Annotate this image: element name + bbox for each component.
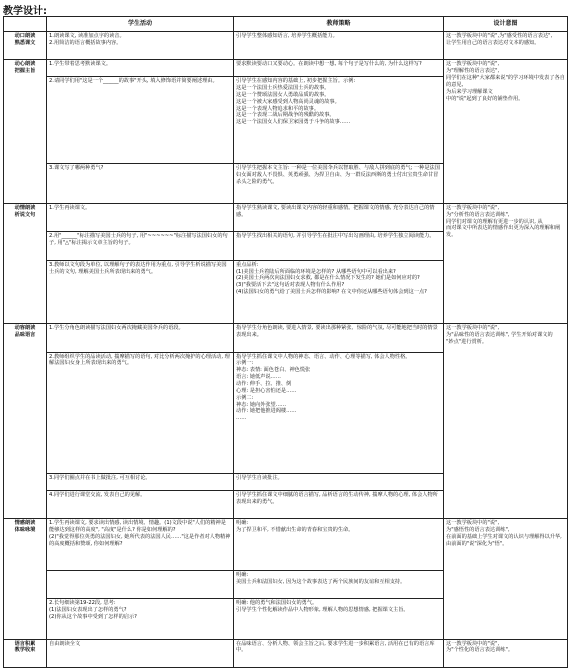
stage-name: 情感朗读 体味咏境 — [4, 519, 47, 639]
student-activity-cell: 4.同学们进行课堂交流, 发表自己的见解。 — [47, 490, 234, 518]
table-row — [4, 32, 568, 60]
teaching-plan-table — [3, 16, 568, 668]
student-activity-cell: 3.同学们圈点并在书上做批注, 可互相讨论。 — [47, 474, 234, 491]
stage-name: 语言积累 教学收束 — [4, 639, 47, 668]
student-activity-cell: 2.请同学们用"这是一个______的故事"开头, 填入修饰语并简要阐述理由。 — [47, 77, 234, 164]
header-intent: 设计意图 — [444, 17, 568, 32]
teacher-activity-cell: 指导学生熟读课文, 要读出课文内容的轻重和感情。把握课文的情感, 充分表达自己的情感。 — [234, 203, 444, 231]
teacher-activity-cell: 明确: 他的勇气和法国妇女的勇气。 引导学生个性化解读作品中人物形象, 理解人物的思想情感, 把握课文主旨。 — [234, 599, 444, 639]
page-title: 教学设计: — [3, 6, 47, 17]
teacher-activity-cell: 引导学生抓住课文中细腻的语言描写, 品析语言的生动传神, 揣摩人物的心理, 体会人物所表现出来的勇气。 — [234, 490, 444, 518]
student-activity-cell: 1.学生带着思考默读课文。 — [47, 60, 234, 77]
student-activity-cell: 1.学生再读课文, 要求读出情感, 读出情境、情趣。(1)文段中说"人们的精神是能够达到这样的高度", "高度"是什么? 你是如何理解的? (2)"我觉得那位英勇的法国妇女, 她所代表的法国人民……"这是作者对人物精神的高度概括和赞颂, 你如何理解? — [47, 519, 234, 571]
stage-name: 动心朗读 把握主旨 — [4, 60, 47, 204]
student-activity-cell: 3.教师以文句段为单位, 以理解句子的表达作用为重点, 引导学生析说描写美国士兵的文句, 理解美国士兵所表现出来的勇气。 — [47, 260, 234, 323]
table-row — [4, 60, 568, 77]
teacher-activity-cell: 指导学生抓住课文中人物的神态、语言、动作、心理等描写, 体会人物性格。 示例一: 神态: 表情: 面色苍白、神色慌张 语言: 她低声说…… 动作: 伸手、拉、推、倒 心理: 是担心害怕还是…… 示例二: 神态: 她向外张望…… 动作: 她把他推进阁楼…… …… — [234, 352, 444, 474]
student-activity-cell: 1.学生分角色朗读描写法国妇女两次掩藏美国伞兵的语段。 — [47, 324, 234, 352]
design-intent-cell: 这一教学板块中的"说", 为"理解性的语言表达", 同学们在这种"大家都来说"的学习环境中发表了各自的意见, 为后来学习理解课文 中的"说"起到了良好的铺垫作用。 — [444, 60, 568, 204]
teacher-activity-cell: 指导学生分角色朗读, 要进入情景, 要读出那种紧张、惊险的气氛, 尽可能地把当时的情景表现出来。 — [234, 324, 444, 352]
teacher-activity-cell: 指导学生找出相关的语句, 并引导学生在批注中写出勾画理由, 培养学生独立阅读能力。 — [234, 232, 444, 260]
teacher-activity-cell: 重点品析: (1)美国士兵着陆后所面临的环境是怎样的? 从哪些语句中可以看出来? (2)美国士兵两次向法国妇女求救, 都是在什么情况下发生的? 她们是如何应对的? (3)"我要活下去"这句话对表现人物有什么作用? (4)法国妇女的勇气给了美国士兵怎样的影响? 在文中你还从哪些语句体会到这一点? — [234, 260, 444, 323]
design-intent-cell: 这一教学板块中的"说", 为"感悟性的语言表达训练", 在前面的基础上学生对课文的认识与理解得以升华, 由前面的"说"深化为"悟"。 — [444, 519, 568, 639]
header-stage — [4, 17, 47, 32]
table-row — [4, 519, 568, 571]
design-intent-cell: 这一教学板块中的"说", 为"品味性的语言表达训练", 学生开始对课文的 "妙点"进行赏析。 — [444, 324, 568, 519]
teacher-activity-cell: 引导学生在感知内容的基础上, 初步把握主旨。示例: 这是一个法国士兵热爱法国士兵的故事。 这是一个赞颂法国女人勇敢品质的故事。 这是一个被大家感受到人物高尚灵魂的故事。 这是一个表现人物追求和平的故事。 这是一个表现二战后期战争的残酷的故事。 这是一个法国女人们保卫家园勇于斗争的故事…… — [234, 77, 444, 164]
teacher-activity-cell: 要求默读要动口又要动心。在朗读中想一想, 每个句子是写什么的, 为什么这样写? — [234, 60, 444, 77]
design-intent-cell: 这一教学板块中的"说",为"感受性的语言表达", 让学生用自己的语言表达对文本的感知。 — [444, 32, 568, 60]
stage-name: 动口朗读 熟悉课文 — [4, 32, 47, 60]
stage-name: 动容朗读 品味语言 — [4, 324, 47, 519]
student-activity-cell: 2.长句细读第19-22段, 思考: (1)法国妇女表现出了怎样的勇气? (2)你从这个故事中受到了怎样的启示? — [47, 599, 234, 639]
student-activity-cell: 2.用"______"标注描写美国士兵的句子, 用"~~~~~~"标注描写法国妇女的句子, 用"△"标注揭示文章主旨的句子。 — [47, 232, 234, 260]
stage-name: 动情朗读 析说文句 — [4, 203, 47, 323]
student-activity-cell: 3.课文写了哪两种勇气? — [47, 163, 234, 203]
table-row — [4, 324, 568, 352]
table-row — [4, 639, 568, 668]
design-intent-cell: 这一教学板块中的"说", 为"分析性的语言表达训练", 同学们对课文的理解有更进一步的认识, 从 而对课文中所表达的情感作出更为深入的理解和阐发。 — [444, 203, 568, 323]
teacher-activity-cell: 明确: 为了捍卫和平, 不惜献出生命的青春和宝贵的生命。 — [234, 519, 444, 571]
student-activity-cell — [47, 571, 234, 599]
header-student: 学生活动 — [47, 17, 234, 32]
student-activity-cell: 自由朗读全文 — [47, 639, 234, 668]
header-teacher: 教师策略 — [234, 17, 444, 32]
teacher-activity-cell: 引导学生把握本文主旨: 一种是一位美国伞兵以智取胜、与敌人拼到底的勇气; 一种是法国妇女面对敌人不畏惧、英勇顽强、为捍卫自由、为一群反法西斯的勇士付出宝贵生命甘冒杀头之险的勇气。 — [234, 163, 444, 203]
teacher-activity-cell: 引导学生自读批注。 — [234, 474, 444, 491]
table-header-row — [4, 17, 568, 32]
teacher-activity-cell: 引导学生整体感知语言, 培养学生概括能力。 — [234, 32, 444, 60]
student-activity-cell: 2.教师组织学生的品读活动, 揣摩描写的语句, 对比分析两次掩护的心理活动, 理解法国妇女身上所表现出来的勇气。 — [47, 352, 234, 474]
table-row — [4, 203, 568, 231]
teacher-activity-cell: 明确: 美国士兵和法国妇女, 因为这个故事表达了两个民族间的友谊和互相支持。 — [234, 571, 444, 599]
table-body — [4, 32, 568, 668]
teacher-activity-cell: 在品味语言、分析人物、领会主旨之后, 要求学生进一步积累语言, 活用在已有的语言库中。 — [234, 639, 444, 668]
design-intent-cell: 这一教学板块中的"说", 为"个性化的语言表达训练"。 — [444, 639, 568, 668]
student-activity-cell: 1.学生再读课文。 — [47, 203, 234, 231]
student-activity-cell: 1.朗读课文, 读准加点字的读音。 2.用简洁的语言概括故事内容。 — [47, 32, 234, 60]
